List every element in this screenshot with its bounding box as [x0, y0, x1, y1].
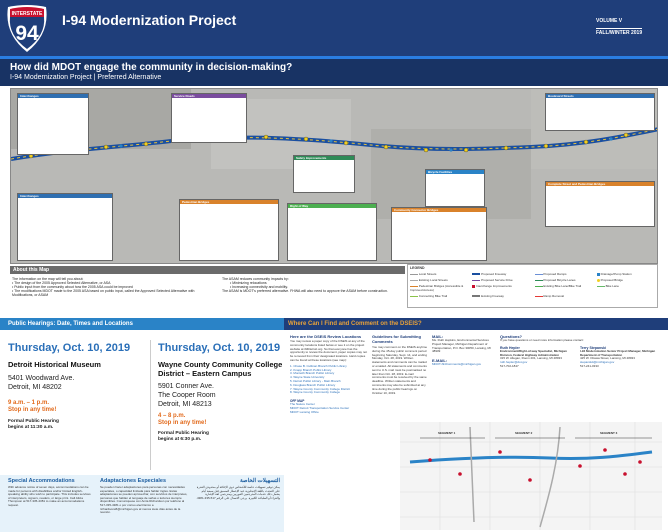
legend-item: Proposed Service Drive [472, 278, 531, 282]
map-callout[interactable] [17, 193, 113, 261]
legend-item: Local Streets [410, 272, 469, 276]
page-title: How did MDOT engage the community in decision-making? [10, 62, 293, 73]
contact-address: 315 W. Allegan, Room 201, Lansing, MI 48933 [500, 356, 562, 361]
about-intro [12, 277, 212, 297]
map-callout[interactable] [425, 169, 485, 207]
hearings-title: Public Hearings: Date, Times and Locations [8, 321, 133, 327]
legend-item: Proposed Bridge [597, 278, 656, 282]
questions-text: If you have questions or need more information please contact: [500, 338, 584, 342]
where-title: Where Can I Find and Comment on the DSEIS? [288, 321, 422, 327]
contact-role: I-94 Modernization Senior Project Manager, Michigan Department of Transportation [580, 348, 656, 357]
interstate-shield-icon [4, 4, 50, 54]
legend-item: Connecting Bike Trail [410, 294, 469, 298]
legend-item: Proposed Bicycle Lanes [535, 278, 594, 282]
formal-hearing-time: begins at 11:30 a.m. [8, 425, 54, 430]
hearing-right [158, 342, 284, 443]
accommodations-text: Se pueden hacer adaptaciones para personas con necesidades especiales, o capacidad limitada para hablar ingles. Estas adaptaciones se pueden aprovechar, con servicios de interpretes, personas que hablan el lenguaje de señas o lectores siempre disponibles. Comuniquese con Anita Richardson por teléfono al 517-335-4381 o por correo electrónico a richardsona5@michigan.gov al menos siete días antes de la reunión. [100, 485, 188, 515]
callout-title: Community Connector Bridges [392, 208, 486, 212]
hearing-venue: Detroit Historical Museum [8, 360, 101, 369]
about-bullet: • Public input from the community about how the 2005 ASA could be improved [12, 285, 133, 289]
map-callout[interactable] [17, 93, 89, 155]
callout-title: Pedestrian Bridges [180, 200, 278, 204]
map-callout[interactable] [293, 155, 355, 193]
aerial-map[interactable] [10, 88, 658, 264]
hearing-address: 5401 Woodward Ave. [8, 375, 75, 382]
hearing-day: Thursday, Oct. 10, 2019 [158, 342, 281, 354]
hearing-time: 9 a.m. – 1 p.m. [8, 400, 50, 406]
offsite-item[interactable]: MDOT Lansing Office [290, 409, 319, 414]
location-item[interactable]: 2. Knapp Branch Public Library [290, 367, 332, 372]
hearing-address: Detroit, MI 48213 [158, 401, 212, 408]
asam-bullet: • Minimizing relocations [230, 281, 267, 285]
divider [150, 340, 151, 470]
contact-email[interactable]: stepanskit@michigan.gov [580, 360, 615, 365]
legend-item: Bike Lane [597, 284, 656, 292]
contact-address: 425 W. Ottawa Street, Lansing, MI 48933 [580, 356, 635, 361]
callout-title: Service Roads [172, 94, 246, 98]
page-subtitle: I-94 Modernization Project | Preferred Alternative [10, 74, 162, 81]
contact-name: Terry Stepanski [580, 345, 607, 350]
asam-note: The ASAM is MDOT's preferred alternative. FHWA will also need to approve the ASAM before construction. [222, 289, 388, 293]
about-bullet: • The modifications MDOT made to the 2005 ASA based on public input, called the Approved Selected Alternative with Modifications, or ASAM [12, 289, 195, 297]
contact-mdot [580, 346, 658, 369]
email-link[interactable]: MDOT-I94Comments@michigan.gov [432, 362, 482, 367]
legend-item: Existing Local Streets [410, 278, 469, 282]
legend-item: Pedestrian Bridges (Accessible & Improved Access) [410, 284, 464, 292]
offsite-item[interactable]: The Nature Center [290, 402, 315, 407]
hearing-day: Thursday, Oct. 10, 2019 [8, 342, 131, 354]
callout-title: Safety Improvements [294, 156, 354, 160]
accommodations-ar [196, 478, 280, 500]
accommodations-text: يمكن توفير تسهيلات خاصة للأشخاص ذوي الإعاقة أو محدودي القدرة على التحدث باللغة الإنجليزية عند الإخطار المسبق قبل سبعة أيام. يشمل ذلك خدمات المترجمين الفوريين ومترجمي لغة الإشارة والقراء أو الطباعة الكبيرة. يرجى الاتصال على الرقم 517-335-4381. [196, 485, 280, 500]
email-title: E-MAIL: [432, 358, 448, 364]
questions-title: Questions? [500, 334, 523, 339]
contact-name: Ruth Hepler [500, 345, 520, 350]
legend-item: Proposed Freeway [472, 272, 531, 276]
asam-intro: The ASAM reduces community impacts by: [222, 277, 289, 281]
legend-title: LEGEND [410, 266, 425, 270]
accommodations-title: التسهيلات الخاصة [239, 478, 280, 484]
season-label: FALL/WINTER 2019 [596, 30, 643, 36]
about-bullet: • The design of the 2005 Approved Selected Alternative, or ASA [12, 281, 111, 285]
segment-label: SEGMENT 3 [600, 431, 618, 435]
legend-item: Interchange Improvements [472, 284, 531, 292]
about-asam [222, 277, 402, 293]
segment-label: SEGMENT 2 [515, 431, 533, 435]
legend-item: Ramp Removal [535, 294, 594, 298]
map-callout[interactable] [287, 203, 377, 261]
callout-title: Complete Street and Pedestrian Bridges [546, 182, 654, 186]
review-text: You may review a paper copy of the DSEIS at any of the community locations listed below or see it on the project website at i94Detroit.org. So that everyone has the opportunity to review the document, paper copies may not be removed from their designated locations. Hard copies can be found at these locations (see map): [290, 339, 368, 362]
hearing-time-note: Stop in any time! [8, 407, 57, 413]
mail-address: Ms. Ruth Hopkins, Environmental Services Project Manager, Michigan Department of Transportation, P.O. Box 30050, Lansing, MI 48909 [432, 338, 491, 354]
mail-title: MAIL: [432, 334, 444, 339]
offsite-item[interactable]: MDOT Detroit Transportation Service Center [290, 405, 350, 410]
callout-title: Boulevard Streets [546, 94, 654, 98]
map-callout[interactable] [171, 93, 247, 143]
accommodations-es [100, 478, 190, 515]
accommodations-title: Special Accommodations [8, 478, 75, 484]
comment-guidelines [372, 334, 428, 395]
contact-phone: 517-702-1847 [500, 363, 519, 368]
callout-title: Bicycle Facilities [426, 170, 484, 174]
hearing-address: 5901 Conner Ave. [158, 383, 214, 390]
location-item[interactable]: 4. Wayne State University [290, 375, 325, 380]
asam-bullet: • Increasing connectivity and mobility. [230, 285, 288, 289]
hearing-venue: Wayne County Community College [158, 360, 283, 369]
legend-item: Drainage/Pump Station [597, 272, 656, 276]
map-callout[interactable] [545, 93, 655, 131]
location-item[interactable]: 3. Monteith Branch Public Library [290, 371, 335, 376]
hearing-time: 4 – 8 p.m. [158, 413, 186, 419]
hearing-venue: District – Eastern Campus [158, 369, 252, 378]
about-intro-text: The information on the map will tell you about: [12, 277, 84, 281]
shield-number: 94 [15, 22, 39, 45]
segment-map-graphic [400, 422, 662, 530]
callout-title: Interchanges [18, 94, 88, 98]
legend-item: Existing Freeway [472, 294, 531, 298]
guidelines-title: Guidelines for Submitting Comments [372, 334, 421, 344]
questions-info [500, 334, 660, 369]
offsite-title: OFF MAP [290, 399, 305, 404]
formal-hearing-time: begins at 6:30 p.m. [158, 437, 202, 442]
review-title: Here are the DSEIS Review Locations [290, 334, 362, 339]
segment-label: SEGMENT 1 [438, 431, 456, 435]
callout-title: Right of Way [288, 204, 376, 208]
legend-item: Proposed Ramps [535, 272, 594, 276]
map-callout[interactable] [179, 199, 279, 261]
guidelines-text: You may comment on the DSEIS anytime during the 45-day public comment period beginning Saturday, Sept. 14, and ending Monday, Oct. 28, 2019. Written statements and comments can be mailed or emailed. All statements and comments sent to U.S. mail must be postmarked no later than Oct. 28, 2019. E-mail comments must be received by the same deadline. Written statements and comments may also be submitted at any time during the public hearings on October 10, 2019. [372, 345, 428, 395]
location-item[interactable]: 1. Chase B. Cullinan Branch Public Library [290, 363, 347, 368]
accommodations-text: With advance notice of seven days, accommodations can be made for persons with disabilities and/or limited English-speaking ability who wish to participate. This includes services of interpreters, signers, readers, or large print. Call Alicia Thompson at 517-335-4381 to make an accommodations request. [8, 485, 91, 507]
formal-hearing: Formal Public Hearing [8, 419, 59, 424]
hearing-left [8, 342, 150, 431]
map-callout[interactable] [545, 181, 655, 227]
about-band [10, 266, 405, 274]
volume-label: VOLUME V [596, 18, 623, 24]
accommodations-en [8, 478, 92, 508]
formal-hearing: Formal Public Hearing [158, 431, 209, 436]
map-callout[interactable] [391, 207, 487, 261]
header-band [0, 0, 668, 56]
accommodations-title: Adaptaciones Especiales [100, 478, 167, 484]
mail-info [432, 334, 494, 367]
location-item[interactable]: 8. Wayne County Community College [290, 390, 340, 395]
shield-label: INTERSTATE [11, 11, 43, 17]
about-title: About this Map [13, 267, 50, 273]
location-item[interactable]: 5. Detroit Public Library - Main Branch [290, 378, 341, 383]
contact-phone: 517-241-0333 [580, 363, 599, 368]
hearing-address: The Cooper Room [158, 392, 216, 399]
contact-email[interactable]: ruth.hepler@dot.gov [500, 360, 528, 365]
contact-role: Environment/Right-of-way Specialist, Michigan Division, Federal Highway Administration [500, 348, 567, 357]
location-item[interactable]: 7. Wayne County Community College District [290, 386, 350, 391]
project-title: I-94 Modernization Project [62, 12, 237, 28]
contact-fhwa [500, 346, 574, 369]
hearing-address: Detroit, MI 48202 [8, 384, 62, 391]
location-item[interactable]: 6. Douglass Branch Public Library [290, 382, 336, 387]
legend-items [410, 272, 656, 298]
callout-title: Interchanges [18, 194, 112, 198]
hearing-time-note: Stop in any time! [158, 420, 207, 426]
review-locations [290, 334, 368, 415]
segment-map[interactable] [400, 422, 662, 530]
legend-item: Existing Bike Lane/Bike Trail [535, 284, 594, 292]
